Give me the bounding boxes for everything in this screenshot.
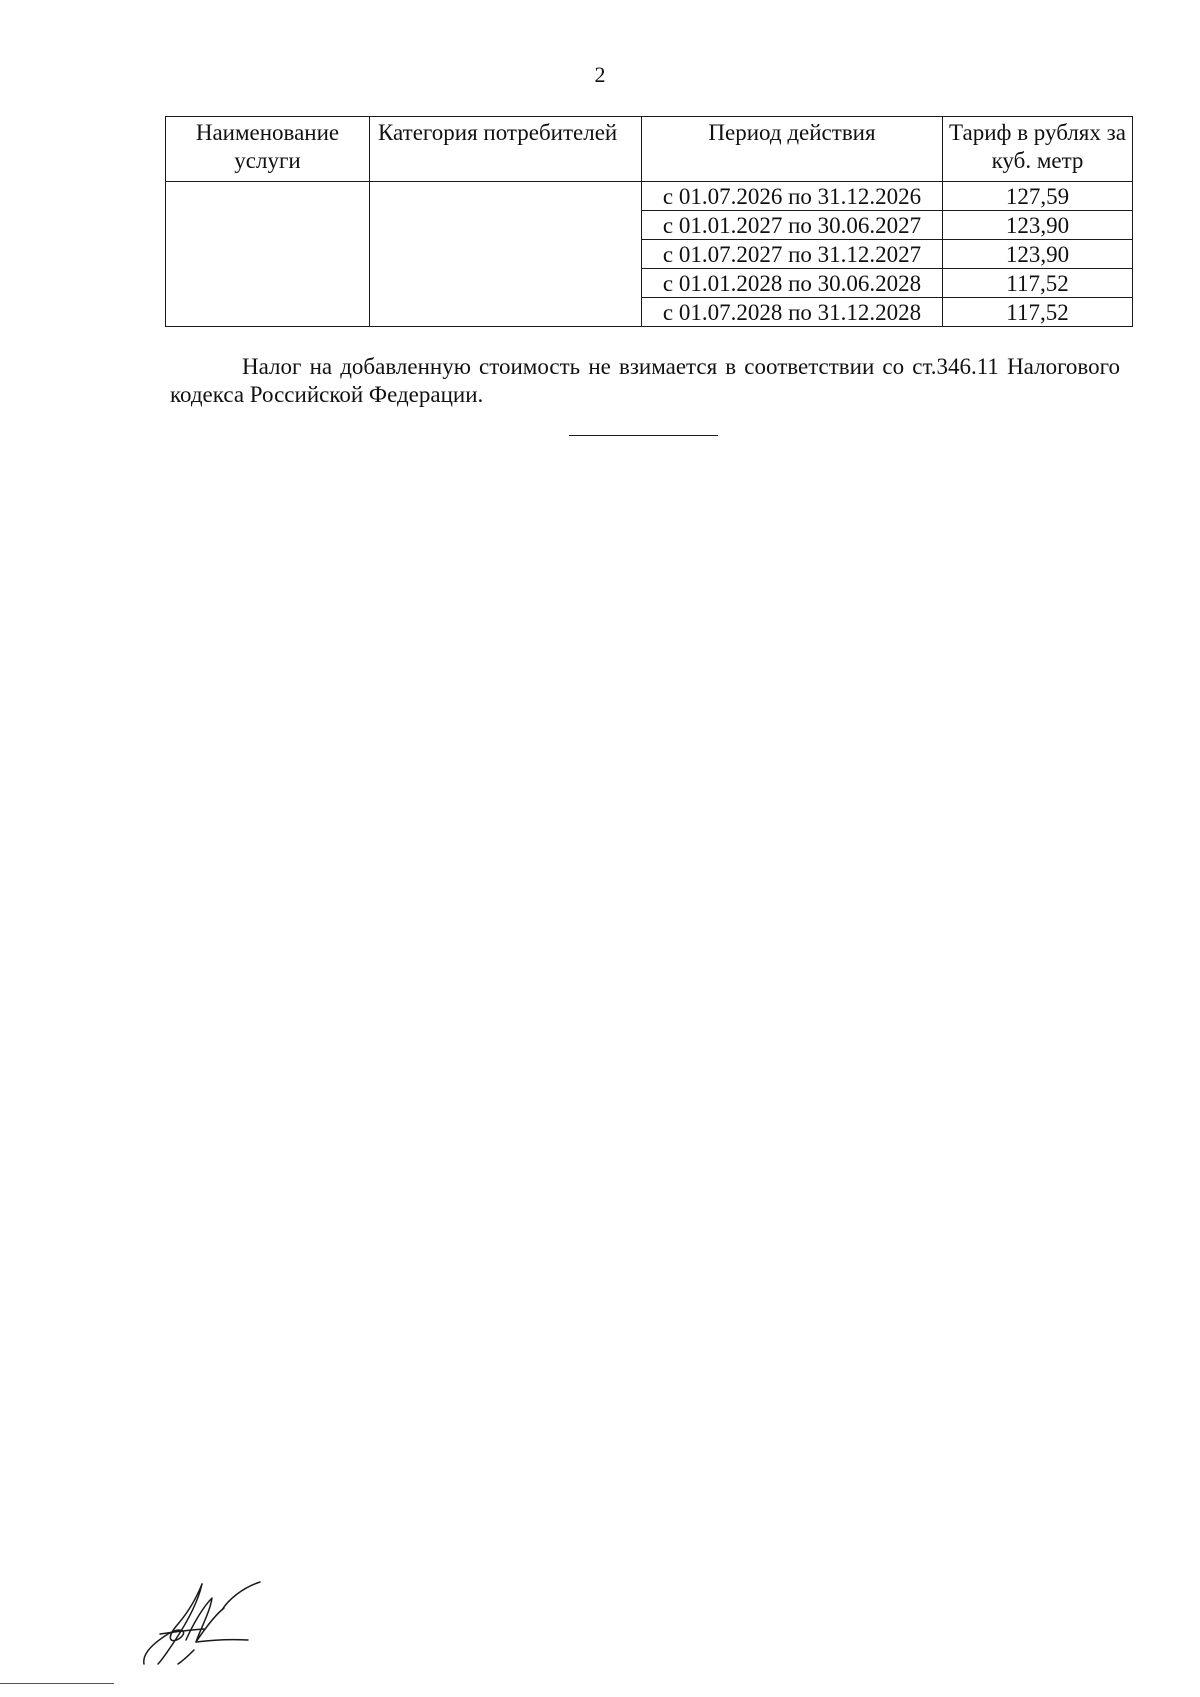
tariff-table: [165, 116, 1133, 327]
tariff-cell: 117,52: [943, 298, 1133, 327]
table-row: [166, 182, 1133, 211]
tariff-cell: 127,59: [943, 182, 1133, 211]
period-cell: с 01.07.2027 по 31.12.2027: [642, 240, 943, 269]
handwritten-signature-icon: [138, 1578, 278, 1666]
vat-note: Налог на добавленную стоимость не взимается в соответствии со ст.346.11 Налогового кодекса Российской Федерации.: [170, 354, 1120, 407]
end-of-text-rule: [569, 435, 718, 436]
period-cell: с 01.07.2026 по 31.12.2026: [642, 182, 943, 211]
tariff-cell: 123,90: [943, 240, 1133, 269]
service-name-cell: [166, 182, 370, 327]
tariff-cell: 117,52: [943, 269, 1133, 298]
header-service-name: Наименование услуги: [166, 117, 370, 182]
tariff-cell: 123,90: [943, 211, 1133, 240]
period-cell: с 01.01.2027 по 30.06.2027: [642, 211, 943, 240]
table-header-row: [166, 117, 1133, 182]
consumer-category-cell: [370, 182, 642, 327]
header-validity-period: Период действия: [642, 117, 943, 182]
page-number: 2: [594, 62, 606, 87]
period-cell: с 01.07.2028 по 31.12.2028: [642, 298, 943, 327]
header-tariff: Тариф в рублях за куб. метр: [943, 117, 1133, 182]
period-cell: с 01.01.2028 по 30.06.2028: [642, 269, 943, 298]
footer-rule: [0, 1683, 114, 1684]
header-consumer-category: Категория потребителей: [370, 117, 642, 182]
